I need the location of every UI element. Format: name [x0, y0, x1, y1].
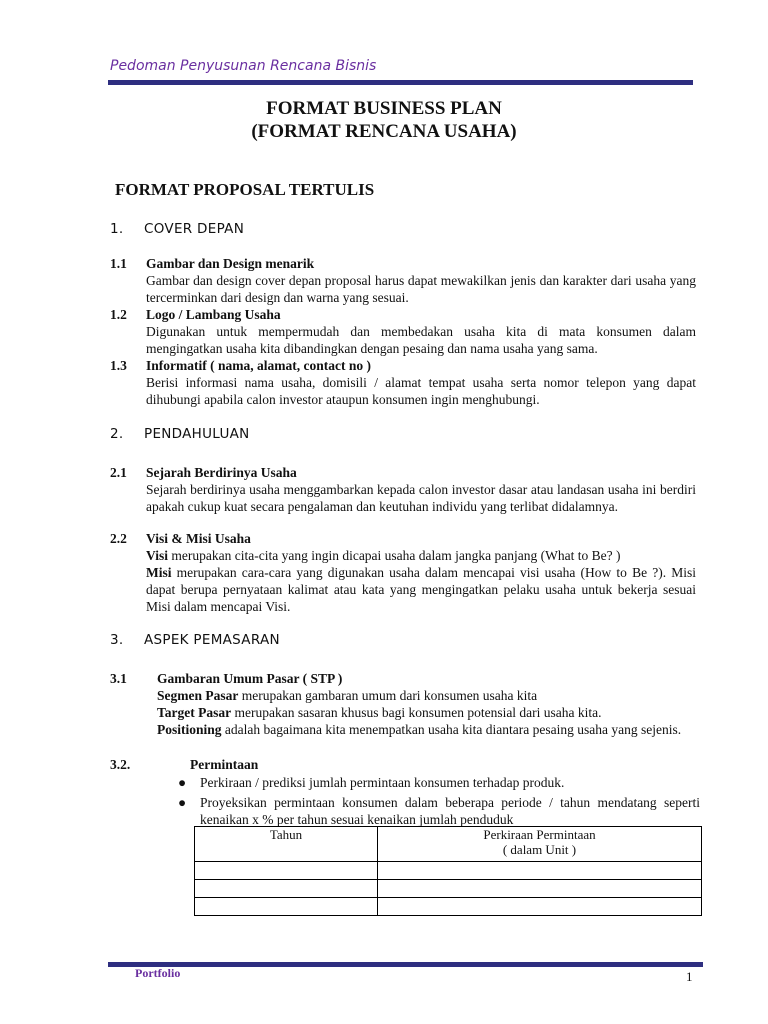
section-title: PENDAHULUAN [144, 426, 250, 442]
item-number: 1.1 [110, 256, 127, 271]
section-subtitle: FORMAT PROPOSAL TERTULIS [115, 180, 375, 199]
table-header-permintaan [378, 827, 702, 862]
demand-bullet-list [174, 774, 700, 828]
item-number: 2.1 [110, 465, 127, 480]
target-text: merupakan sasaran khusus bagi konsumen potensial dari usaha kita. [231, 705, 602, 720]
misi-label: Misi [146, 565, 172, 580]
table-cell [378, 880, 702, 898]
section-number: 3. [110, 632, 124, 648]
section-number: 2. [110, 426, 124, 442]
bullet-icon: ● [178, 795, 187, 810]
item-text: Gambar dan design cover depan proposal harus dapat mewakilkan jenis dan karakter dari usaha yang tercerminkan dari design dan warna yang sesuai. [146, 273, 696, 305]
misi-paragraph [146, 564, 696, 615]
table-row [195, 880, 702, 898]
item-heading: Sejarah Berdirinya Usaha [146, 465, 297, 480]
bullet-item [174, 774, 700, 791]
header-rule [108, 80, 693, 85]
item-heading: Gambaran Umum Pasar ( STP ) [157, 671, 343, 686]
item-heading: Informatif ( nama, alamat, contact no ) [146, 358, 371, 373]
table-cell [195, 898, 378, 916]
item-number: 1.3 [110, 358, 127, 373]
item-text: Berisi informasi nama usaha, domisili / alamat tempat usaha serta nomor telepon yang dapat dihubungi apabila calon investor ataupun konsumen ingin menghubungi. [146, 375, 696, 407]
table-cell [378, 898, 702, 916]
item-number: 1.2 [110, 307, 127, 322]
table-row [195, 862, 702, 880]
segmen-label: Segmen Pasar [157, 688, 239, 703]
segmen-paragraph [157, 687, 697, 704]
table-cell [378, 862, 702, 880]
item-number: 2.2 [110, 531, 127, 546]
header-line: Perkiraan Permintaan [483, 827, 596, 842]
target-label: Target Pasar [157, 705, 232, 720]
visi-label: Visi [146, 548, 169, 563]
bullet-text: Proyeksikan permintaan konsumen dalam beberapa periode / tahun mendatang seperti kenaikan x % per tahun sesuai kenaikan jumlah penduduk [200, 795, 700, 827]
table-header-tahun: Tahun [195, 827, 378, 862]
item-heading: Visi & Misi Usaha [146, 531, 251, 546]
segmen-text: merupakan gambaran umum dari konsumen usaha kita [238, 688, 538, 703]
table-cell [195, 880, 378, 898]
positioning-paragraph [157, 721, 697, 738]
doc-title-sub: (FORMAT RENCANA USAHA) [251, 121, 517, 142]
footer-rule [108, 962, 703, 967]
page-number: 1 [686, 969, 693, 984]
table-row [195, 898, 702, 916]
item-text: Digunakan untuk mempermudah dan membedakan usaha kita di mata konsumen dalam mengingatkan usaha kita dibandingkan dengan pesaing dan nama usaha yang sama. [146, 324, 696, 356]
table-header-row [195, 827, 702, 862]
table-cell [195, 862, 378, 880]
footer-label: Portfolio [135, 966, 181, 980]
target-paragraph [157, 704, 697, 721]
item-text: Sejarah berdirinya usaha menggambarkan kepada calon investor dasar atau landasan usaha ini berdiri apakah cukup kuat secara pengalaman dan keutuhan individu yang terlibat didalamnya. [146, 482, 696, 514]
section-title: COVER DEPAN [144, 221, 245, 237]
item-number: 3.2. [110, 757, 131, 772]
section-number: 1. [110, 221, 124, 237]
misi-text: merupakan cara-cara yang digunakan usaha dalam mencapai visi usaha (How to Be ?). Misi dapat berupa pernyataan kalimat atau kata yang mengingatkan pelaku usaha untuk bekerja sesuai Misi dalam mencapai Visi. [146, 565, 696, 614]
bullet-text: Perkiraan / prediksi jumlah permintaan konsumen terhadap produk. [200, 775, 565, 790]
header-title: Pedoman Penyusunan Rencana Bisnis [110, 58, 377, 74]
item-heading: Logo / Lambang Usaha [146, 307, 281, 322]
positioning-text: adalah bagaimana kita menempatkan usaha kita diantara pesaing usaha yang sejenis. [221, 722, 682, 737]
demand-table [194, 826, 702, 916]
visi-paragraph [146, 547, 696, 564]
item-number: 3.1 [110, 671, 127, 686]
bullet-icon: ● [178, 775, 187, 790]
visi-text: merupakan cita-cita yang ingin dicapai usaha dalam jangka panjang (What to Be? ) [168, 548, 621, 563]
item-heading: Gambar dan Design menarik [146, 256, 315, 271]
doc-title: FORMAT BUSINESS PLAN [266, 98, 502, 119]
item-heading: Permintaan [190, 757, 259, 772]
bullet-item [174, 794, 700, 828]
positioning-label: Positioning [157, 722, 222, 737]
header-line: ( dalam Unit ) [502, 842, 577, 857]
section-title: ASPEK PEMASARAN [144, 632, 280, 648]
